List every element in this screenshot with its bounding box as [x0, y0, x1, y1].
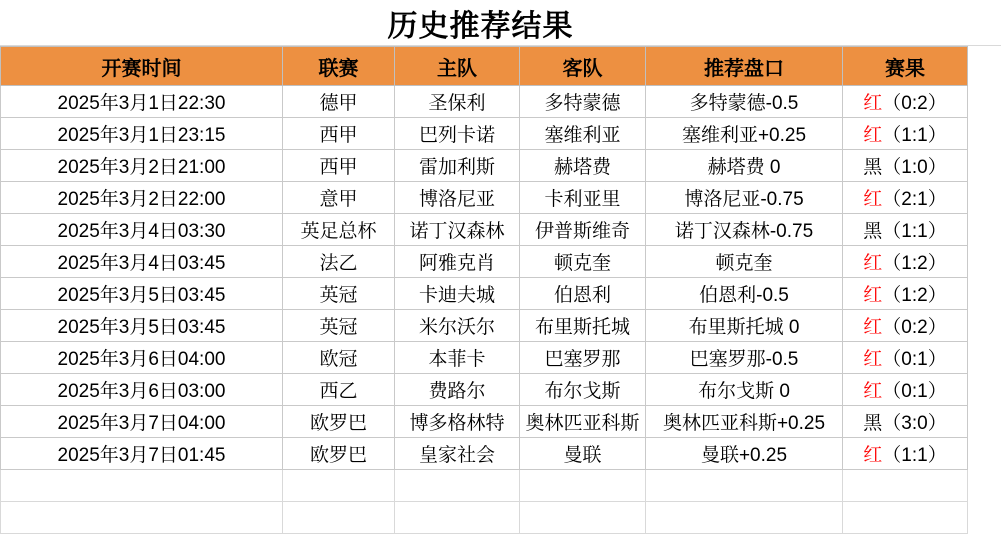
cell-away-team: 塞维利亚: [520, 118, 646, 150]
cell-time: 2025年3月1日22:30: [1, 86, 283, 118]
cell-away-team: 曼联: [520, 438, 646, 470]
table-row[interactable]: [1, 214, 968, 246]
result-badge: 红: [863, 93, 883, 114]
result-badge: 红: [863, 317, 883, 338]
cell-result: [843, 150, 968, 182]
cell-home-team: 博洛尼亚: [395, 182, 520, 214]
cell-home-team: 巴列卡诺: [395, 118, 520, 150]
cell-home-team: 本菲卡: [395, 342, 520, 374]
result-score: （0:2）: [882, 317, 947, 338]
result-score: （1:2）: [882, 285, 947, 306]
cell-home-team: 米尔沃尔: [395, 310, 520, 342]
empty-cell[interactable]: [646, 470, 843, 502]
cell-result: [843, 278, 968, 310]
cell-pick: 博洛尼亚-0.75: [646, 182, 843, 214]
cell-result: [843, 374, 968, 406]
cell-league: 英冠: [283, 278, 395, 310]
cell-pick: 奥林匹亚科斯+0.25: [646, 406, 843, 438]
cell-time: 2025年3月4日03:30: [1, 214, 283, 246]
cell-pick: 塞维利亚+0.25: [646, 118, 843, 150]
table-row[interactable]: [1, 246, 968, 278]
cell-league: 欧罗巴: [283, 438, 395, 470]
cell-pick: 曼联+0.25: [646, 438, 843, 470]
cell-league: 西甲: [283, 118, 395, 150]
result-score: （1:1）: [882, 221, 947, 242]
table-row[interactable]: [1, 374, 968, 406]
cell-result: [843, 214, 968, 246]
result-badge: 红: [863, 381, 883, 402]
result-score: （0:1）: [882, 349, 947, 370]
cell-pick: 诺丁汉森林-0.75: [646, 214, 843, 246]
cell-away-team: 赫塔费: [520, 150, 646, 182]
cell-time: 2025年3月7日01:45: [1, 438, 283, 470]
cell-result: [843, 406, 968, 438]
cell-time: 2025年3月4日03:45: [1, 246, 283, 278]
cell-league: 意甲: [283, 182, 395, 214]
column-header-league: 联赛: [283, 47, 395, 86]
table-row[interactable]: [1, 150, 968, 182]
cell-pick: 多特蒙德-0.5: [646, 86, 843, 118]
cell-away-team: 布里斯托城: [520, 310, 646, 342]
cell-away-team: 布尔戈斯: [520, 374, 646, 406]
result-badge: 红: [863, 285, 883, 306]
title-row: [0, 0, 1001, 46]
cell-result: [843, 342, 968, 374]
empty-row[interactable]: [1, 470, 968, 502]
cell-league: 德甲: [283, 86, 395, 118]
result-score: （1:2）: [882, 253, 947, 274]
empty-cell[interactable]: [520, 470, 646, 502]
header-row: [1, 47, 968, 86]
empty-cell[interactable]: [1, 502, 283, 534]
result-score: （1:1）: [882, 125, 947, 146]
cell-league: 法乙: [283, 246, 395, 278]
cell-home-team: 诺丁汉森林: [395, 214, 520, 246]
cell-away-team: 顿克奎: [520, 246, 646, 278]
cell-time: 2025年3月2日22:00: [1, 182, 283, 214]
table-row[interactable]: [1, 342, 968, 374]
cell-result: [843, 246, 968, 278]
cell-time: 2025年3月6日03:00: [1, 374, 283, 406]
cell-away-team: 伊普斯维奇: [520, 214, 646, 246]
empty-cell[interactable]: [283, 470, 395, 502]
cell-home-team: 卡迪夫城: [395, 278, 520, 310]
result-score: （3:0）: [882, 413, 947, 434]
result-badge: 红: [863, 445, 883, 466]
cell-away-team: 卡利亚里: [520, 182, 646, 214]
cell-result: [843, 310, 968, 342]
result-badge: 红: [863, 349, 883, 370]
cell-pick: 赫塔费 0: [646, 150, 843, 182]
cell-time: 2025年3月7日04:00: [1, 406, 283, 438]
cell-result: [843, 86, 968, 118]
empty-cell[interactable]: [520, 502, 646, 534]
cell-away-team: 伯恩利: [520, 278, 646, 310]
cell-result: [843, 182, 968, 214]
column-header-time: 开赛时间: [1, 47, 283, 86]
cell-time: 2025年3月2日21:00: [1, 150, 283, 182]
cell-league: 欧罗巴: [283, 406, 395, 438]
cell-league: 英冠: [283, 310, 395, 342]
result-badge: 黑: [863, 413, 883, 434]
result-badge: 红: [863, 125, 883, 146]
empty-row[interactable]: [1, 502, 968, 534]
cell-home-team: 皇家社会: [395, 438, 520, 470]
table-row[interactable]: [1, 118, 968, 150]
cell-result: [843, 118, 968, 150]
column-header-result: 赛果: [843, 47, 968, 86]
table-row[interactable]: [1, 86, 968, 118]
cell-result: [843, 438, 968, 470]
cell-league: 西甲: [283, 150, 395, 182]
cell-home-team: 博多格林特: [395, 406, 520, 438]
cell-pick: 巴塞罗那-0.5: [646, 342, 843, 374]
column-header-away: 客队: [520, 47, 646, 86]
result-score: （2:1）: [882, 189, 947, 210]
cell-time: 2025年3月6日04:00: [1, 342, 283, 374]
cell-league: 欧冠: [283, 342, 395, 374]
cell-time: 2025年3月5日03:45: [1, 310, 283, 342]
cell-home-team: 雷加利斯: [395, 150, 520, 182]
cell-pick: 顿克奎: [646, 246, 843, 278]
cell-pick: 布尔戈斯 0: [646, 374, 843, 406]
table-row[interactable]: [1, 310, 968, 342]
empty-cell[interactable]: [395, 502, 520, 534]
cell-home-team: 费路尔: [395, 374, 520, 406]
result-score: （1:0）: [882, 157, 947, 178]
empty-cell[interactable]: [646, 502, 843, 534]
result-score: （0:1）: [882, 381, 947, 402]
table-header: [1, 47, 968, 86]
cell-time: 2025年3月1日23:15: [1, 118, 283, 150]
empty-cell[interactable]: [283, 502, 395, 534]
table-row[interactable]: [1, 406, 968, 438]
cell-pick: 布里斯托城 0: [646, 310, 843, 342]
table-body: [1, 86, 968, 534]
cell-pick: 伯恩利-0.5: [646, 278, 843, 310]
result-badge: 红: [863, 189, 883, 210]
column-header-home: 主队: [395, 47, 520, 86]
empty-cell[interactable]: [395, 470, 520, 502]
cell-time: 2025年3月5日03:45: [1, 278, 283, 310]
table-row[interactable]: [1, 182, 968, 214]
table-row[interactable]: [1, 438, 968, 470]
empty-cell[interactable]: [843, 502, 968, 534]
cell-away-team: 多特蒙德: [520, 86, 646, 118]
page-title: 历史推荐结果: [387, 9, 574, 43]
table-row[interactable]: [1, 278, 968, 310]
cell-away-team: 奥林匹亚科斯: [520, 406, 646, 438]
results-table: [0, 46, 968, 534]
cell-league: 英足总杯: [283, 214, 395, 246]
empty-cell[interactable]: [1, 470, 283, 502]
result-badge: 黑: [863, 157, 883, 178]
result-badge: 黑: [863, 221, 883, 242]
cell-home-team: 阿雅克肖: [395, 246, 520, 278]
result-badge: 红: [863, 253, 883, 274]
result-score: （0:2）: [882, 93, 947, 114]
empty-cell[interactable]: [843, 470, 968, 502]
cell-away-team: 巴塞罗那: [520, 342, 646, 374]
result-score: （1:1）: [882, 445, 947, 466]
cell-home-team: 圣保利: [395, 86, 520, 118]
cell-league: 西乙: [283, 374, 395, 406]
column-header-pick: 推荐盘口: [646, 47, 843, 86]
